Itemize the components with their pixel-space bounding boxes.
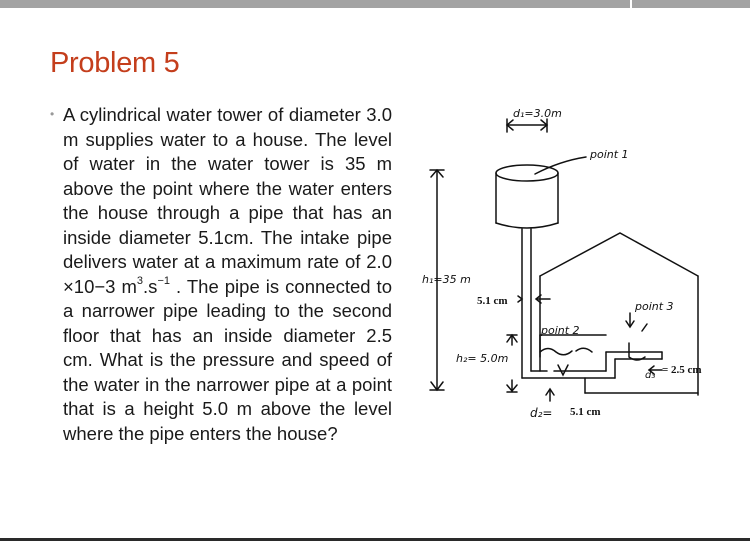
point3-label: point 3	[635, 300, 674, 313]
bullet-icon: •	[50, 107, 55, 121]
point2-label: point 2	[541, 324, 580, 337]
d2-symbol: d₂=	[530, 406, 553, 420]
problem-text	[63, 103, 392, 446]
inverse-exponent: −1	[157, 275, 170, 288]
point3-tick	[642, 324, 647, 331]
h1-label: h₁=35 m	[422, 273, 471, 286]
cubic-exponent: 3	[136, 275, 144, 288]
point2-squiggle-right	[576, 348, 592, 352]
slide-title: Problem 5	[50, 47, 180, 79]
point2-squiggle	[540, 349, 572, 355]
top-bar-divider	[630, 0, 632, 8]
point2-arrow	[558, 365, 568, 375]
pipe-diam-label: 5.1 cm	[477, 295, 508, 307]
problem-text-part-1: A cylindrical water tower of diameter 3.0 m supplies water to a house. The level of water in the water tower is 35 m above the point where the water enters the house through a pipe that has an inside diameter 5.1cm. The intake pipe delivers water at a maximum rate of 2.0 ×10−3 m	[63, 104, 392, 297]
h2-label: h₂= 5.0m	[456, 352, 509, 365]
top-bar	[0, 0, 750, 8]
d3-label: = 2.5 cm	[662, 364, 702, 376]
tank-bottom	[496, 223, 558, 228]
problem-text-part-2: . The pipe is connected to a narrower pipe leading to the second floor that has an inside diameter 2.5 cm. What is the pressure and speed of the water in the narrower pipe at a point that is a height 5.0 m above the level where the pipe enters the house?	[63, 275, 392, 444]
water-tower-diagram	[400, 95, 720, 425]
d3-symbol: d₃	[645, 370, 656, 381]
d2-value: 5.1 cm	[570, 406, 601, 418]
d1-label: d₁=3.0m	[513, 107, 562, 120]
point1-label: point 1	[590, 148, 629, 161]
unit-seconds: .s	[143, 275, 158, 297]
house-roof	[540, 233, 698, 276]
